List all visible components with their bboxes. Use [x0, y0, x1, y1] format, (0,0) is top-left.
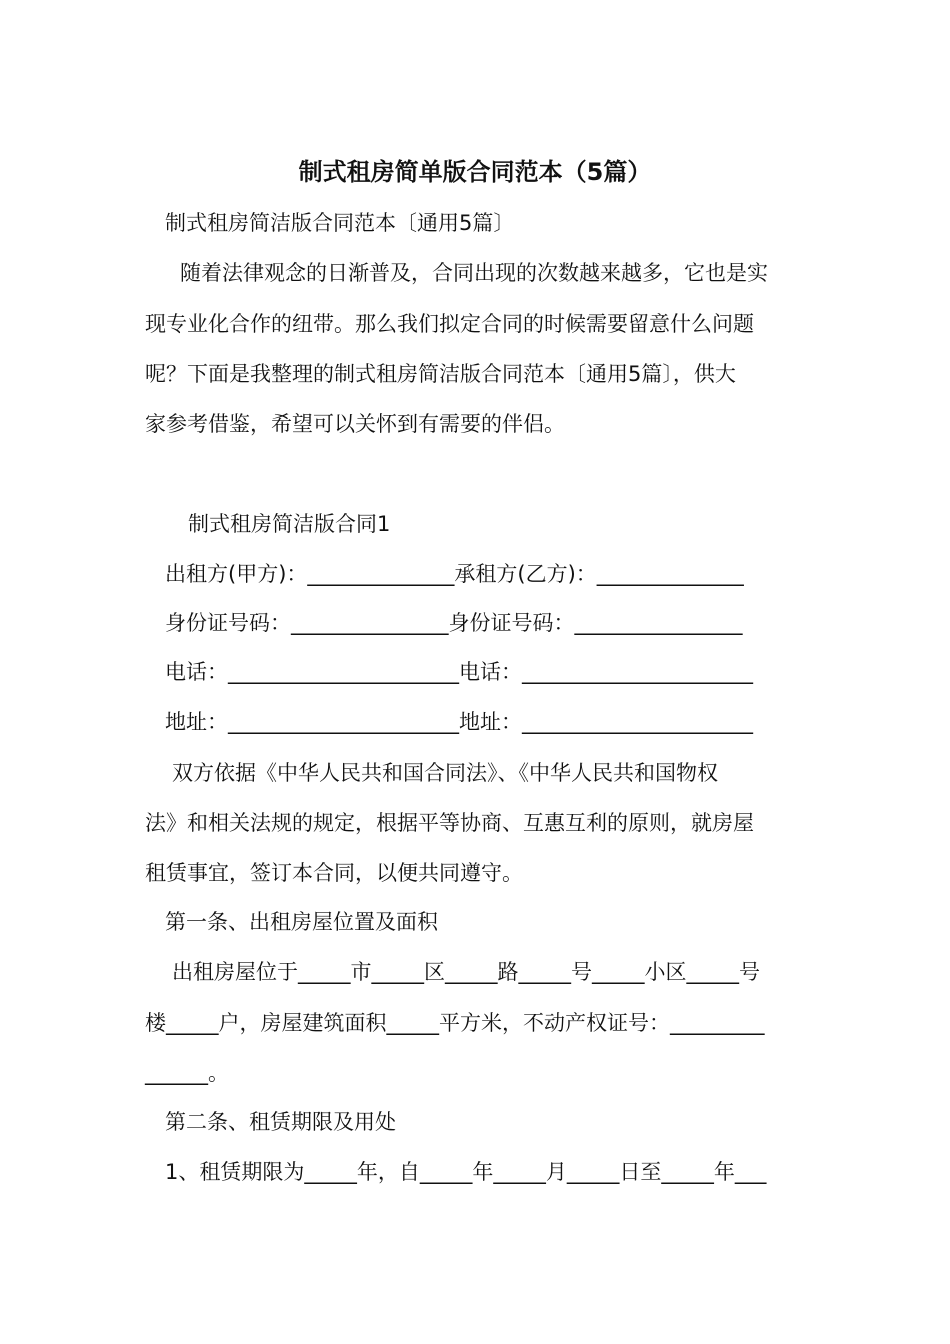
article1-line-2: 楼_____户，房屋建筑面积_____平方米，不动产权证号：_________	[145, 1011, 765, 1035]
intro-line-1: 随着法律观念的日渐普及，合同出现的次数越来越多，它也是实	[180, 261, 768, 285]
party-line-address: 地址：______________________地址：______________________	[165, 710, 753, 734]
party-line-phone: 电话：______________________电话：______________________	[165, 660, 753, 684]
article1-line-1: 出租房屋位于_____市_____区_____路_____号_____小区_____号	[172, 960, 760, 984]
intro-line-2: 现专业化合作的纽带。那么我们拟定合同的时候需要留意什么问题	[145, 312, 754, 336]
preamble-line-1: 双方依据《中华人民共和国合同法》、《中华人民共和国物权	[172, 761, 718, 785]
article1-heading: 第一条、出租房屋位置及面积	[165, 910, 438, 934]
preamble-line-2: 法》和相关法规的规定，根据平等协商、互惠互利的原则，就房屋	[145, 811, 754, 835]
intro-line-4: 家参考借鉴，希望可以关怀到有需要的伴侣。	[145, 412, 565, 436]
document-title: 制式租房简单版合同范本（5篇）	[298, 158, 652, 186]
article2-heading: 第二条、租赁期限及用处	[165, 1110, 396, 1134]
preamble-line-3: 租赁事宜，签订本合同，以便共同遵守。	[145, 861, 523, 885]
article1-line-3: ______。	[145, 1061, 229, 1085]
document-subtitle: 制式租房简洁版合同范本〔通用5篇〕	[165, 211, 515, 235]
section-heading: 制式租房简洁版合同1	[188, 512, 391, 536]
party-line-id: 身份证号码：_______________身份证号码：________________	[165, 611, 743, 635]
party-line-names: 出租方(甲方)：______________承租方(乙方)：______________	[165, 562, 744, 586]
intro-line-3: 呢？下面是我整理的制式租房简洁版合同范本〔通用5篇〕，供大	[145, 362, 736, 386]
article2-line-1: 1、租赁期限为_____年，自_____年_____月_____日至_____年___	[165, 1160, 767, 1184]
